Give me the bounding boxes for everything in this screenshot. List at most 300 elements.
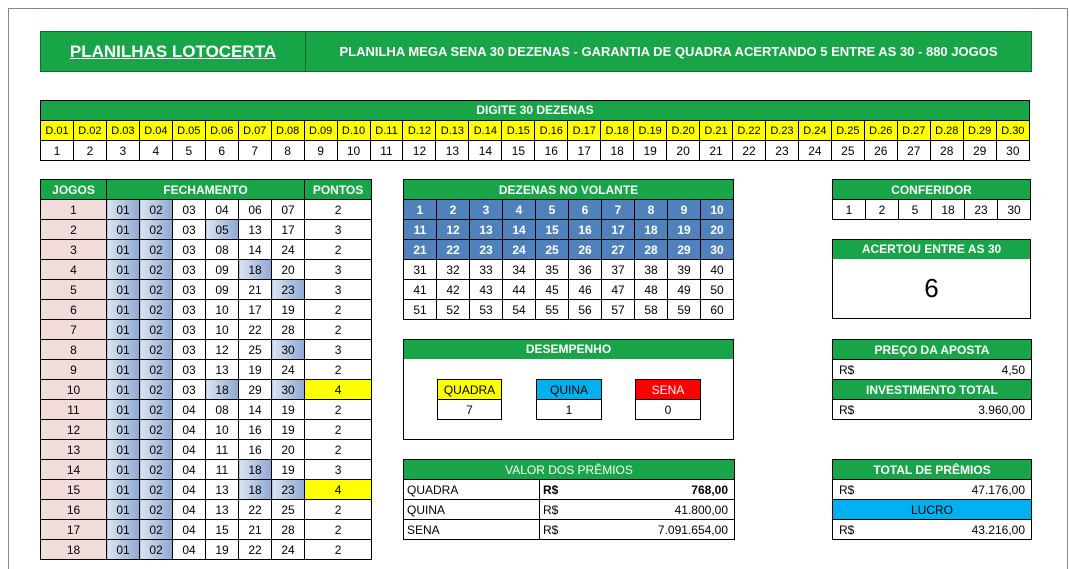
pontos-cell: 2 xyxy=(305,360,372,380)
table-row xyxy=(41,460,372,480)
fechamento-cell: 03 xyxy=(173,360,206,380)
desempenho-title: DESEMPENHO xyxy=(404,340,733,359)
volante-number: 21 xyxy=(404,240,437,260)
acertou-title: ACERTOU ENTRE AS 30 xyxy=(833,240,1030,259)
volante-number: 29 xyxy=(668,240,701,260)
conferidor-input[interactable]: 23 xyxy=(965,200,998,220)
premios-panel xyxy=(403,459,735,540)
table-row xyxy=(41,480,372,500)
fechamento-cell: 01 xyxy=(107,320,140,340)
digite-label: D.24 xyxy=(798,121,831,141)
desempenho-panel xyxy=(403,339,734,440)
volante-row xyxy=(404,280,734,300)
fechamento-cell: 21 xyxy=(239,520,272,540)
acertou-value: 6 xyxy=(924,273,939,303)
fechamento-cell: 22 xyxy=(239,540,272,560)
volante-number: 47 xyxy=(602,280,635,300)
volante-number: 58 xyxy=(635,300,668,320)
digite-input[interactable]: 7 xyxy=(238,141,271,161)
fechamento-cell: 20 xyxy=(272,440,305,460)
total-premios-currency: R$ xyxy=(833,480,863,500)
brand-title[interactable]: PLANILHAS LOTOCERTA xyxy=(41,32,306,71)
volante-number: 12 xyxy=(437,220,470,240)
pontos-cell: 2 xyxy=(305,440,372,460)
digite-input[interactable]: 23 xyxy=(765,141,798,161)
volante-row xyxy=(404,220,734,240)
volante-number: 8 xyxy=(635,200,668,220)
jogos-table xyxy=(40,179,372,560)
fechamento-cell: 02 xyxy=(140,240,173,260)
fechamento-cell: 02 xyxy=(140,260,173,280)
volante-number: 37 xyxy=(602,260,635,280)
volante-number: 25 xyxy=(536,240,569,260)
digite-label: D.05 xyxy=(172,121,205,141)
table-row xyxy=(41,280,372,300)
volante-number: 49 xyxy=(668,280,701,300)
digite-input[interactable]: 19 xyxy=(634,141,667,161)
lucro-currency: R$ xyxy=(833,520,863,540)
conferidor-title: CONFERIDOR xyxy=(833,180,1031,200)
digite-input[interactable]: 8 xyxy=(271,141,304,161)
volante-row xyxy=(404,200,734,220)
fechamento-cell: 15 xyxy=(206,520,239,540)
fechamento-cell: 01 xyxy=(107,440,140,460)
digite-input[interactable]: 16 xyxy=(535,141,568,161)
digite-label: D.29 xyxy=(963,121,996,141)
fechamento-cell: 03 xyxy=(173,260,206,280)
volante-number: 54 xyxy=(503,300,536,320)
fechamento-cell: 25 xyxy=(239,340,272,360)
digite-input[interactable]: 18 xyxy=(601,141,634,161)
premio-label: QUINA xyxy=(404,500,540,520)
fechamento-cell: 17 xyxy=(239,300,272,320)
volante-number: 35 xyxy=(536,260,569,280)
pontos-cell: 2 xyxy=(305,320,372,340)
volante-number: 55 xyxy=(536,300,569,320)
sena-box xyxy=(635,379,701,420)
lucro-value: 43.216,00 xyxy=(863,520,1032,540)
digite-input[interactable]: 26 xyxy=(864,141,897,161)
digite-label: D.08 xyxy=(271,121,304,141)
volante-number: 28 xyxy=(635,240,668,260)
digite-label: D.03 xyxy=(106,121,139,141)
digite-input[interactable]: 6 xyxy=(205,141,238,161)
fechamento-cell: 02 xyxy=(140,380,173,400)
digite-label: D.15 xyxy=(502,121,535,141)
quina-value[interactable]: 1 xyxy=(537,400,602,420)
fechamento-cell: 19 xyxy=(272,300,305,320)
fechamento-cell: 02 xyxy=(140,460,173,480)
fechamento-cell: 18 xyxy=(239,460,272,480)
fechamento-cell: 01 xyxy=(107,360,140,380)
digite-input[interactable]: 25 xyxy=(831,141,864,161)
digite-input[interactable]: 2 xyxy=(73,141,106,161)
fechamento-cell: 01 xyxy=(107,280,140,300)
preco-title: PREÇO DA APOSTA xyxy=(833,340,1032,360)
jogo-number: 9 xyxy=(41,360,107,380)
digite-input[interactable]: 1 xyxy=(41,141,74,161)
digite-label: D.26 xyxy=(864,121,897,141)
volante-number: 51 xyxy=(404,300,437,320)
volante-number: 15 xyxy=(536,220,569,240)
digite-input[interactable]: 4 xyxy=(139,141,172,161)
volante-number: 46 xyxy=(569,280,602,300)
premio-currency: R$ xyxy=(540,480,570,500)
volante-number: 38 xyxy=(635,260,668,280)
digite-input[interactable]: 15 xyxy=(502,141,535,161)
fechamento-cell: 21 xyxy=(239,280,272,300)
premio-value[interactable]: 41.800,00 xyxy=(570,500,735,520)
fechamento-cell: 10 xyxy=(206,420,239,440)
jogos-panel xyxy=(40,179,372,560)
fechamento-cell: 19 xyxy=(272,460,305,480)
table-row xyxy=(41,420,372,440)
fechamento-cell: 04 xyxy=(173,420,206,440)
digite-label: D.04 xyxy=(139,121,172,141)
fechamento-cell: 11 xyxy=(206,460,239,480)
volante-number: 13 xyxy=(470,220,503,240)
digite-label: D.27 xyxy=(897,121,930,141)
fechamento-cell: 13 xyxy=(206,360,239,380)
fechamento-cell: 01 xyxy=(107,240,140,260)
volante-number: 57 xyxy=(602,300,635,320)
volante-number: 56 xyxy=(569,300,602,320)
volante-number: 22 xyxy=(437,240,470,260)
premio-value[interactable]: 7.091.654,00 xyxy=(570,520,735,540)
quina-label: QUINA xyxy=(537,380,602,400)
fechamento-cell: 01 xyxy=(107,300,140,320)
fechamento-cell: 16 xyxy=(239,420,272,440)
volante-number: 3 xyxy=(470,200,503,220)
volante-number: 14 xyxy=(503,220,536,240)
fechamento-cell: 04 xyxy=(173,400,206,420)
digite-label: D.14 xyxy=(469,121,502,141)
pontos-cell: 4 xyxy=(305,480,372,500)
quadra-value[interactable]: 7 xyxy=(438,400,502,420)
digite-input[interactable]: 3 xyxy=(106,141,139,161)
digite-label: D.23 xyxy=(765,121,798,141)
digite-dezenas-panel xyxy=(40,100,1030,161)
digite-input[interactable]: 30 xyxy=(996,141,1029,161)
pontos-cell: 2 xyxy=(305,240,372,260)
volante-panel xyxy=(403,179,734,320)
premio-currency: R$ xyxy=(540,520,570,540)
fechamento-cell: 04 xyxy=(206,200,239,220)
volante-number: 59 xyxy=(668,300,701,320)
fechamento-cell: 02 xyxy=(140,220,173,240)
fechamento-cell: 01 xyxy=(107,220,140,240)
pontos-cell: 3 xyxy=(305,340,372,360)
fechamento-cell: 01 xyxy=(107,380,140,400)
fechamento-cell: 02 xyxy=(140,200,173,220)
digite-label: D.10 xyxy=(337,121,370,141)
digite-input[interactable]: 9 xyxy=(304,141,337,161)
volante-number: 34 xyxy=(503,260,536,280)
conferidor-input[interactable]: 2 xyxy=(866,200,899,220)
digite-input[interactable]: 28 xyxy=(930,141,963,161)
quina-box xyxy=(536,379,602,420)
digite-input[interactable]: 24 xyxy=(798,141,831,161)
pontos-cell: 2 xyxy=(305,200,372,220)
sheet-description: PLANILHA MEGA SENA 30 DEZENAS - GARANTIA DE QUADRA ACERTANDO 5 ENTRE AS 30 - 880 JOGOS xyxy=(339,44,998,59)
volante-table xyxy=(403,179,734,320)
premio-value[interactable]: 768,00 xyxy=(570,480,735,500)
fechamento-cell: 03 xyxy=(173,340,206,360)
fechamento-cell: 13 xyxy=(239,220,272,240)
conferidor-input[interactable]: 1 xyxy=(833,200,866,220)
fechamento-cell: 04 xyxy=(173,480,206,500)
volante-number: 30 xyxy=(701,240,734,260)
volante-title: DEZENAS NO VOLANTE xyxy=(404,180,734,200)
volante-number: 33 xyxy=(470,260,503,280)
volante-number: 36 xyxy=(569,260,602,280)
volante-number: 31 xyxy=(404,260,437,280)
sena-label: SENA xyxy=(636,380,701,400)
jogo-number: 16 xyxy=(41,500,107,520)
fechamento-cell: 24 xyxy=(272,360,305,380)
jogo-number: 7 xyxy=(41,320,107,340)
volante-number: 5 xyxy=(536,200,569,220)
digite-input[interactable]: 14 xyxy=(469,141,502,161)
digite-table xyxy=(40,120,1030,161)
fechamento-cell: 06 xyxy=(239,200,272,220)
fechamento-cell: 03 xyxy=(173,200,206,220)
fechamento-cell: 02 xyxy=(140,320,173,340)
pontos-cell: 3 xyxy=(305,280,372,300)
digite-input[interactable]: 11 xyxy=(370,141,403,161)
jogo-number: 1 xyxy=(41,200,107,220)
volante-number: 39 xyxy=(668,260,701,280)
fechamento-cell: 19 xyxy=(272,400,305,420)
digite-input[interactable]: 13 xyxy=(436,141,469,161)
volante-number: 50 xyxy=(701,280,734,300)
fechamento-cell: 01 xyxy=(107,460,140,480)
fechamento-cell: 25 xyxy=(272,500,305,520)
jogo-number: 17 xyxy=(41,520,107,540)
total-premios-value: 47.176,00 xyxy=(863,480,1032,500)
pontos-header: PONTOS xyxy=(305,180,372,200)
premio-currency: R$ xyxy=(540,500,570,520)
conferidor-input[interactable]: 18 xyxy=(932,200,965,220)
volante-number: 53 xyxy=(470,300,503,320)
fechamento-cell: 14 xyxy=(239,400,272,420)
table-row xyxy=(41,340,372,360)
pontos-cell: 2 xyxy=(305,500,372,520)
jogo-number: 12 xyxy=(41,420,107,440)
premio-label: QUADRA xyxy=(404,480,540,500)
digite-input[interactable]: 27 xyxy=(897,141,930,161)
volante-number: 23 xyxy=(470,240,503,260)
fechamento-cell: 02 xyxy=(140,440,173,460)
fechamento-cell: 03 xyxy=(173,220,206,240)
digite-input[interactable]: 29 xyxy=(963,141,996,161)
conferidor-input[interactable]: 30 xyxy=(998,200,1031,220)
digite-label: D.06 xyxy=(205,121,238,141)
fechamento-cell: 23 xyxy=(272,280,305,300)
jogo-number: 5 xyxy=(41,280,107,300)
volante-number: 16 xyxy=(569,220,602,240)
digite-label: D.25 xyxy=(831,121,864,141)
table-row xyxy=(41,500,372,520)
fechamento-cell: 02 xyxy=(140,540,173,560)
preco-value[interactable]: 4,50 xyxy=(863,360,1032,380)
jogo-number: 11 xyxy=(41,400,107,420)
digite-label: D.18 xyxy=(601,121,634,141)
pontos-cell: 2 xyxy=(305,420,372,440)
digite-input[interactable]: 21 xyxy=(700,141,733,161)
premio-row xyxy=(404,520,735,540)
fechamento-cell: 22 xyxy=(239,500,272,520)
fechamento-cell: 29 xyxy=(239,380,272,400)
pontos-cell: 4 xyxy=(305,380,372,400)
table-row xyxy=(41,220,372,240)
table-row xyxy=(41,380,372,400)
fechamento-cell: 03 xyxy=(173,300,206,320)
total-premios-panel xyxy=(832,459,1032,540)
fechamento-cell: 08 xyxy=(206,240,239,260)
pontos-cell: 3 xyxy=(305,260,372,280)
title-banner xyxy=(40,31,1032,72)
fechamento-cell: 02 xyxy=(140,520,173,540)
fechamento-cell: 24 xyxy=(272,540,305,560)
preco-table xyxy=(832,339,1032,420)
fechamento-cell: 20 xyxy=(272,260,305,280)
table-row xyxy=(41,300,372,320)
digite-label: D.28 xyxy=(930,121,963,141)
volante-number: 19 xyxy=(668,220,701,240)
digite-input[interactable]: 17 xyxy=(568,141,601,161)
fechamento-cell: 09 xyxy=(206,260,239,280)
jogo-number: 14 xyxy=(41,460,107,480)
premio-label: SENA xyxy=(404,520,540,540)
fechamento-cell: 02 xyxy=(140,480,173,500)
fechamento-cell: 04 xyxy=(173,500,206,520)
fechamento-cell: 13 xyxy=(206,480,239,500)
fechamento-cell: 18 xyxy=(239,480,272,500)
fechamento-cell: 01 xyxy=(107,500,140,520)
digite-input[interactable]: 10 xyxy=(337,141,370,161)
sena-value[interactable]: 0 xyxy=(636,400,701,420)
jogo-number: 10 xyxy=(41,380,107,400)
table-row xyxy=(41,440,372,460)
fechamento-cell: 01 xyxy=(107,400,140,420)
fechamento-cell: 05 xyxy=(206,220,239,240)
volante-number: 42 xyxy=(437,280,470,300)
table-row xyxy=(41,320,372,340)
fechamento-cell: 01 xyxy=(107,200,140,220)
volante-row xyxy=(404,240,734,260)
volante-number: 27 xyxy=(602,240,635,260)
acertou-panel xyxy=(832,239,1031,319)
digite-input[interactable]: 22 xyxy=(733,141,766,161)
fechamento-cell: 28 xyxy=(272,520,305,540)
digite-label: D.09 xyxy=(304,121,337,141)
volante-number: 9 xyxy=(668,200,701,220)
digite-label: D.19 xyxy=(634,121,667,141)
fechamento-cell: 02 xyxy=(140,420,173,440)
pontos-cell: 2 xyxy=(305,300,372,320)
quadra-box xyxy=(437,379,502,420)
fechamento-cell: 18 xyxy=(239,260,272,280)
table-row xyxy=(41,520,372,540)
fechamento-cell: 01 xyxy=(107,520,140,540)
fechamento-header: FECHAMENTO xyxy=(107,180,305,200)
digite-label: D.22 xyxy=(733,121,766,141)
volante-number: 17 xyxy=(602,220,635,240)
jogo-number: 8 xyxy=(41,340,107,360)
preco-panel xyxy=(832,339,1032,420)
volante-number: 18 xyxy=(635,220,668,240)
volante-number: 2 xyxy=(437,200,470,220)
volante-number: 32 xyxy=(437,260,470,280)
volante-number: 20 xyxy=(701,220,734,240)
pontos-cell: 2 xyxy=(305,520,372,540)
volante-number: 41 xyxy=(404,280,437,300)
quadra-label: QUADRA xyxy=(438,380,502,400)
fechamento-cell: 22 xyxy=(239,320,272,340)
fechamento-cell: 12 xyxy=(206,340,239,360)
fechamento-cell: 23 xyxy=(272,480,305,500)
lucro-title: LUCRO xyxy=(833,500,1032,520)
fechamento-cell: 02 xyxy=(140,500,173,520)
digite-label: D.11 xyxy=(370,121,403,141)
digite-label: D.12 xyxy=(403,121,436,141)
fechamento-cell: 01 xyxy=(107,260,140,280)
fechamento-cell: 07 xyxy=(272,200,305,220)
fechamento-cell: 02 xyxy=(140,300,173,320)
jogo-number: 15 xyxy=(41,480,107,500)
fechamento-cell: 09 xyxy=(206,280,239,300)
volante-number: 6 xyxy=(569,200,602,220)
fechamento-cell: 01 xyxy=(107,540,140,560)
volante-number: 4 xyxy=(503,200,536,220)
fechamento-cell: 03 xyxy=(173,380,206,400)
volante-number: 45 xyxy=(536,280,569,300)
digite-label: D.07 xyxy=(238,121,271,141)
fechamento-cell: 01 xyxy=(107,480,140,500)
total-premios-table xyxy=(832,459,1032,540)
volante-row xyxy=(404,260,734,280)
fechamento-cell: 16 xyxy=(239,440,272,460)
fechamento-cell: 13 xyxy=(206,500,239,520)
pontos-cell: 3 xyxy=(305,460,372,480)
conferidor-input[interactable]: 5 xyxy=(899,200,932,220)
digite-label: D.30 xyxy=(996,121,1029,141)
preco-currency: R$ xyxy=(833,360,863,380)
digite-input[interactable]: 12 xyxy=(403,141,436,161)
fechamento-cell: 04 xyxy=(173,440,206,460)
fechamento-cell: 14 xyxy=(239,240,272,260)
digite-input[interactable]: 20 xyxy=(667,141,700,161)
digite-label: D.16 xyxy=(535,121,568,141)
table-row xyxy=(41,260,372,280)
fechamento-cell: 28 xyxy=(272,320,305,340)
volante-number: 26 xyxy=(569,240,602,260)
digite-label: D.21 xyxy=(700,121,733,141)
jogo-number: 18 xyxy=(41,540,107,560)
jogo-number: 3 xyxy=(41,240,107,260)
digite-input[interactable]: 5 xyxy=(172,141,205,161)
conferidor-panel xyxy=(832,179,1031,220)
fechamento-cell: 02 xyxy=(140,340,173,360)
fechamento-cell: 04 xyxy=(173,460,206,480)
digite-title: DIGITE 30 DEZENAS xyxy=(40,100,1030,120)
jogos-header: JOGOS xyxy=(41,180,107,200)
pontos-cell: 2 xyxy=(305,540,372,560)
fechamento-cell: 30 xyxy=(272,380,305,400)
fechamento-cell: 19 xyxy=(206,540,239,560)
fechamento-cell: 19 xyxy=(272,420,305,440)
